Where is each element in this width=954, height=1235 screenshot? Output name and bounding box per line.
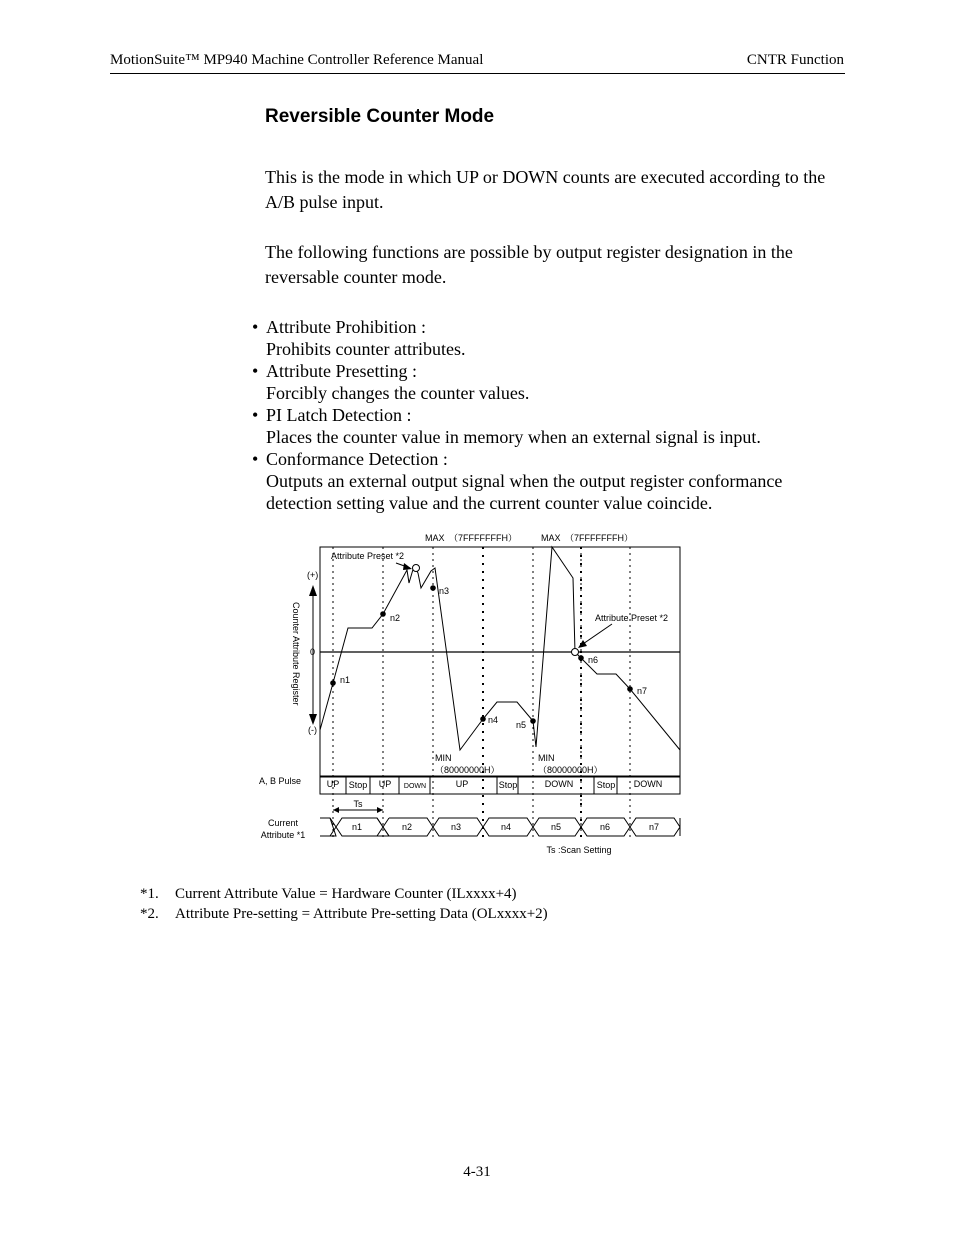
ts-label: Ts [353,799,363,809]
pulse-segment: Stop [348,780,368,790]
bullet-title: Attribute Presetting : [266,361,417,381]
preset-marker [572,649,579,656]
min-label: MIN [435,753,452,763]
bus-value: n5 [550,822,562,832]
bus-top-edge [320,818,336,836]
preset-label: Attribute Preset *2 [331,551,405,561]
arrow-icon [403,563,412,570]
section-title: Reversible Counter Mode [265,106,495,127]
bullet-desc: Forcibly changes the counter values. [266,383,530,403]
min-value: （80000000H） [435,765,500,775]
pulse-segment: Stop [498,780,518,790]
bus-value: n3 [450,822,462,832]
point-label-n6: n6 [588,655,599,665]
bus-value: n4 [500,822,512,832]
pulse-segment: UP [378,779,392,789]
bus-value: n2 [401,822,413,832]
plot-frame [320,547,680,777]
current-label: Current [267,818,299,828]
bus-value: n1 [351,822,363,832]
arrow-icon [578,640,587,648]
y-zero-label: 0 [310,647,316,657]
footnote-text: Current Attribute Value = Hardware Counter (ILxxxx+4) [175,886,517,902]
point-label-n3: n3 [439,586,450,596]
pulse-segment: DOWN [403,783,427,790]
bullet-title: Conformance Detection : [266,449,448,469]
point-label-n7: n7 [637,686,648,696]
footnote [140,886,517,903]
point-label-n2: n2 [390,613,401,623]
min-value: （80000000H） [538,765,603,775]
bus-value: n6 [599,822,611,832]
bus-value: n7 [648,822,660,832]
pulse-label: A, B Pulse [258,776,302,786]
point-label-n4: n4 [488,715,499,725]
pulse-segment: Stop [596,780,616,790]
max-label: MAX （7FFFFFFFH） [425,533,517,543]
bullet-title: PI Latch Detection : [266,405,412,425]
bullet-desc: Places the counter value in memory when an external signal is input. [266,427,761,447]
min-label: MIN [538,753,555,763]
scan-note: Ts :Scan Setting [546,845,612,855]
y-minus-label: (-) [308,725,317,735]
bullet-desc: Outputs an external output signal when the output register conformance detection setting value and the current counter value coincide. [266,471,783,513]
footnote [140,906,548,923]
arrow-right-icon [377,807,383,813]
header-section: CNTR Function [746,52,844,68]
pulse-segment: DOWN [544,779,574,789]
footnote-number: *1. [140,886,159,902]
footnote-number: *2. [140,906,159,922]
functions-paragraph: The following functions are possible by output register designation in the reversable counter mode. [265,242,793,287]
arrow-down-icon [309,714,317,725]
list-item: • Attribute Presetting : Forcibly changes the counter values. [252,361,530,403]
point-label-n5: n5 [516,720,527,730]
footnote-text: Attribute Pre-setting = Attribute Pre-setting Data (OLxxxx+2) [175,906,548,922]
list-item: • Conformance Detection : Outputs an external output signal when the output register conformance detection setting value and the current counter value coincide. [252,449,783,513]
header-title: MotionSuite™ MP940 Machine Controller Reference Manual [110,52,484,68]
counter-waveform [320,547,680,750]
y-plus-label: (+) [307,570,319,580]
page-number: 4-31 [463,1164,491,1180]
current-label: Attribute *1 [260,830,306,840]
list-item: • Attribute Prohibition : Prohibits counter attributes. [252,317,466,359]
preset-marker [413,565,420,572]
intro-paragraph: This is the mode in which UP or DOWN counts are executed according to the A/B pulse input. [265,167,826,212]
list-item: • PI Latch Detection : Places the counter value in memory when an external signal is input. [252,405,761,447]
max-label: MAX （7FFFFFFFH） [541,533,633,543]
arrow-left-icon [333,807,339,813]
pulse-segment: UP [455,779,469,789]
point-label-n1: n1 [340,675,351,685]
arrow-up-icon [309,585,317,596]
pulse-segment: DOWN [633,779,663,789]
y-axis-title: Counter Attribute Register [291,602,301,706]
bullet-title: Attribute Prohibition : [266,317,426,337]
preset-label: Attribute Preset *2 [595,613,669,623]
pulse-segment: UP [326,779,340,789]
bullet-desc: Prohibits counter attributes. [266,339,466,359]
